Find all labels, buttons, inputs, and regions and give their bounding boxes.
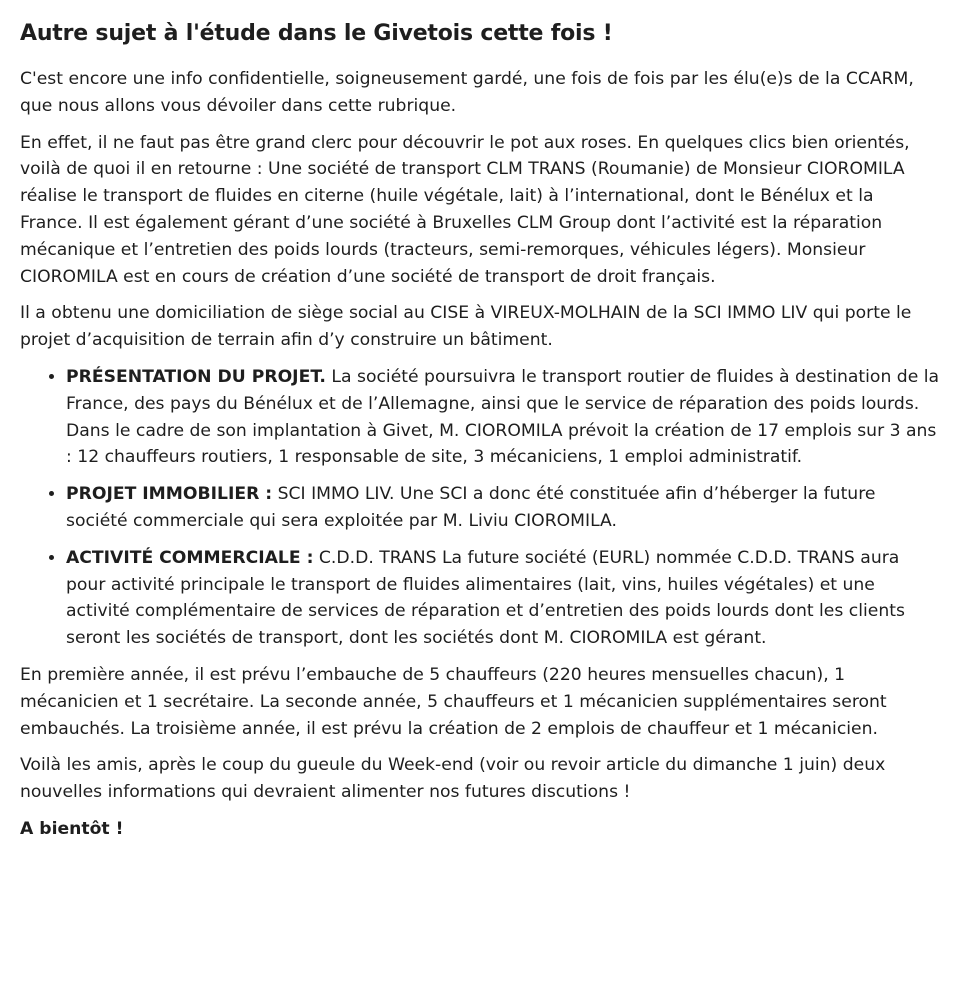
hiring-paragraph: En première année, il est prévu l’embauche de 5 chauffeurs (220 heures mensuelles chacun), 1 mécanicien et 1 secrétaire. La seconde année, 5 chauffeurs et 1 mécanicien supplémentaires seront embauchés. La troisième année, il est prévu la création de 2 emplois de chauffeur et 1 mécanicien. (20, 664, 887, 739)
bullet-lead: ACTIVITÉ COMMERCIALE : (66, 547, 314, 568)
bullet-lead: PRÉSENTATION DU PROJET. (66, 366, 326, 387)
bullet-real-estate-project (66, 481, 940, 535)
bullet-text: SCI IMMO LIV. Une SCI a donc été constituée afin d’héberger la future société commerciale qui sera exploitée par M. Liviu CIOROMILA. (66, 484, 876, 531)
project-bullet-list (20, 364, 940, 652)
context-paragraph: En effet, il ne faut pas être grand clerc pour découvrir le pot aux roses. En quelques clics bien orientés, voilà de quoi il en retourne : Une société de transport CLM TRANS (Roumanie) de Monsieur CIOROMILA réalise le transport de fluides en citerne (huile végétale, lait) à l’international, dont le Bénélux et la France. Il est également gérant d’une société à Bruxelles CLM Group dont l’activité est la réparation mécanique et l’entretien des poids lourds (tracteurs, semi-remorques, véhicules légers). Monsieur CIOROMILA est en cours de création d’une société de transport de droit français. (20, 132, 910, 287)
bullet-project-presentation (66, 364, 940, 471)
bullet-commercial-activity (66, 545, 940, 652)
closing-paragraph: Voilà les amis, après le coup du gueule du Week-end (voir ou revoir article du dimanche 1 juin) deux nouvelles informations qui devraient alimenter nos futures discutions ! (20, 755, 886, 803)
bullet-lead: PROJET IMMOBILIER : (66, 484, 273, 505)
domiciliation-paragraph: Il a obtenu une domiciliation de siège social au CISE à VIREUX-MOLHAIN de la SCI IMMO LIV qui porte le projet d’acquisition de terrain afin d’y construire un bâtiment. (20, 303, 912, 351)
signoff: A bientôt ! (20, 818, 124, 839)
intro-paragraph: C'est encore une info confidentielle, soigneusement gardé, une fois de fois par les élu(e)s de la CCARM, que nous allons vous dévoiler dans cette rubrique. (20, 69, 914, 116)
article-title: Autre sujet à l'étude dans le Givetois cette fois ! (20, 21, 613, 46)
bullet-text: La société poursuivra le transport routier de fluides à destination de la France, des pays du Bénélux et de l’Allemagne, ainsi que le service de réparation des poids lourds. Dans le cadre de son implantation à Givet, M. CIOROMILA prévoit la création de 17 emplois sur 3 ans : 12 chauffeurs routiers, 1 responsable de site, 3 mécaniciens, 1 emploi administratif. (66, 366, 940, 468)
bullet-text: C.D.D. TRANS La future société (EURL) nommée C.D.D. TRANS aura pour activité principale le transport de fluides alimentaires (lait, vins, huiles végétales) et une activité complémentaire de services de réparation et d’entretien des poids lourds dont les clients seront les sociétés de transport, dont les sociétés dont M. CIOROMILA est gérant. (66, 547, 905, 649)
